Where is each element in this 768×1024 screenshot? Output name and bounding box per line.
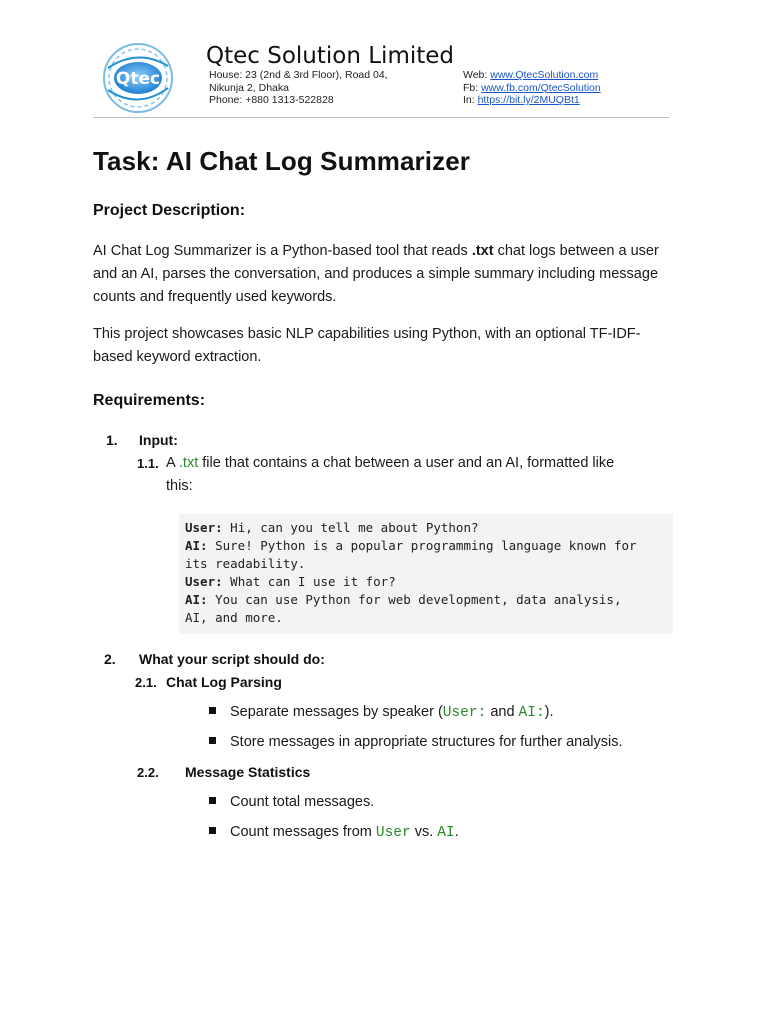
chat-log-parsing-label: Chat Log Parsing <box>166 674 282 690</box>
list-item: Separate messages by speaker (User: and AI:). <box>209 702 554 723</box>
list-item: Store messages in appropriate structures for further analysis. <box>209 732 622 752</box>
facebook-link[interactable]: www.fb.com/QtecSolution <box>481 81 601 94</box>
item-input-label: Input: <box>139 432 178 448</box>
requirements-heading: Requirements: <box>93 392 206 409</box>
header-divider <box>93 117 669 118</box>
input-description: A .txt file that contains a chat between a user and an AI, formatted like this: <box>166 455 615 494</box>
chat-example-code-block: User: Hi, can you tell me about Python? AI: Sure! Python is a popular programming language known for its readability. User: What can I use it for? AI: You can use Python for web development, data analysis, AI, and more. <box>179 514 673 634</box>
list-item: Count messages from User vs. AI. <box>209 822 459 843</box>
message-statistics-label: Message Statistics <box>185 764 311 780</box>
item-script-label: What your script should do: <box>139 651 325 667</box>
list-number: 2.1. <box>135 675 157 690</box>
list-number: 2. <box>104 651 116 667</box>
company-name: Qtec Solution Limited <box>206 43 455 69</box>
description-paragraph-1: AI Chat Log Summarizer is a Python-based tool that reads .txt chat logs between a user and an AI, parses the conversation, and produces a simple summary including message counts and frequently used keywords. <box>93 243 659 305</box>
svg-text:Qtec: Qtec <box>115 69 161 89</box>
company-contacts: Web: www.QtecSolution.com Fb: www.fb.com/QtecSolution In: https://bit.ly/2MUQBt1 <box>463 69 601 106</box>
list-number: 2.2. <box>137 765 159 780</box>
list-number: 1.1. <box>137 456 159 471</box>
letterhead <box>0 0 768 120</box>
project-description-heading: Project Description: <box>93 202 246 219</box>
linkedin-link[interactable]: https://bit.ly/2MUQBt1 <box>477 94 580 106</box>
company-address: House: 23 (2nd & 3rd Floor), Road 04, Nikunja 2, Dhaka Phone: +880 1313-522828 <box>209 69 388 106</box>
description-paragraph-2: This project showcases basic NLP capabilities using Python, with an optional TF-IDF-based keyword extraction. <box>93 326 641 365</box>
qtec-logo <box>100 42 176 114</box>
list-item: Count total messages. <box>209 792 374 812</box>
list-number: 1. <box>106 432 118 448</box>
page-title: Task: AI Chat Log Summarizer <box>93 146 470 176</box>
web-link[interactable]: www.QtecSolution.com <box>490 69 599 81</box>
